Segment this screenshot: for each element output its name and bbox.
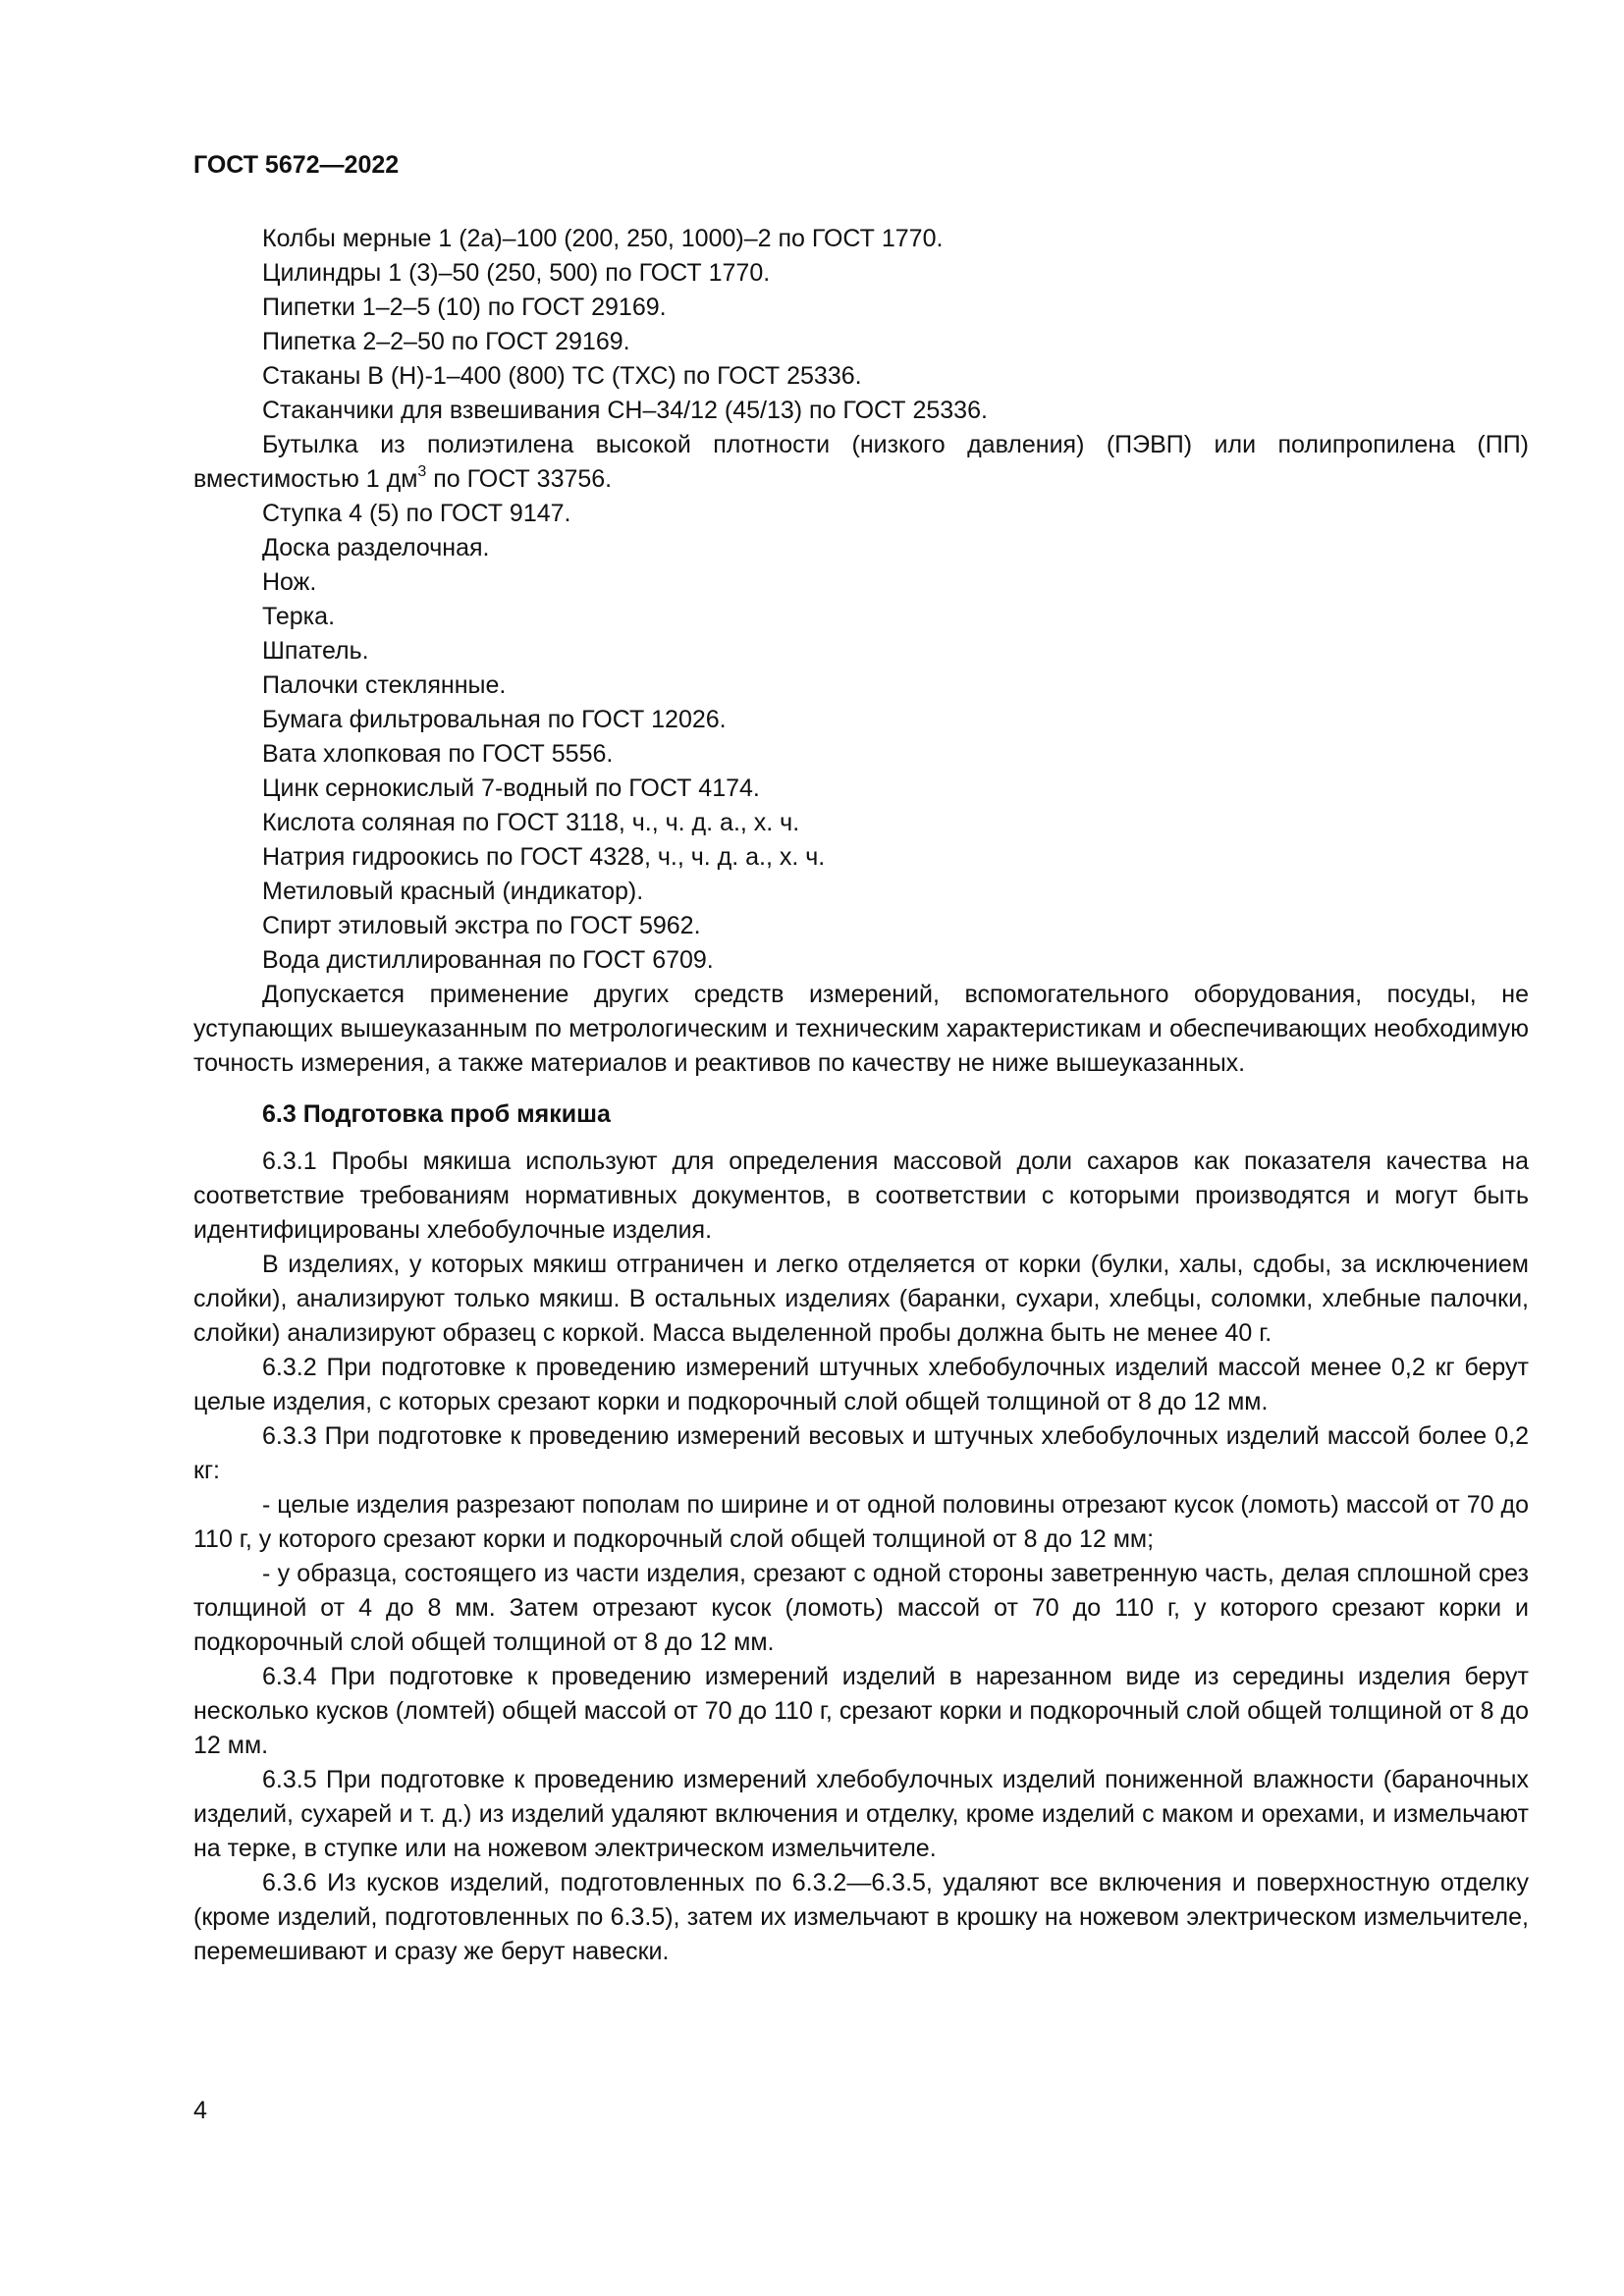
section-paragraph: 6.3.3 При подготовке к проведению измерений весовых и штучных хлебобулочных изделий массой более 0,2 кг: xyxy=(193,1422,1529,1484)
equipment-item: Стаканы В (Н)-1–400 (800) ТС (ТХС) по ГОСТ 25336. xyxy=(262,362,862,390)
equipment-item: Пипетка 2–2–50 по ГОСТ 29169. xyxy=(262,328,630,355)
bottle-text: Бутылка из полиэтилена высокой плотности (низкого давления) (ПЭВП) или полипропилена (ПП) вместимостью 1 дм xyxy=(193,431,1529,493)
equipment-item: Ступка 4 (5) по ГОСТ 9147. xyxy=(262,500,571,527)
equipment-item: Бумага фильтровальная по ГОСТ 12026. xyxy=(262,706,727,733)
equipment-item: Терка. xyxy=(262,603,336,630)
equipment-item: Доска разделочная. xyxy=(262,534,490,561)
equipment-item-bottle xyxy=(193,428,1529,497)
section-paragraph: 6.3.1 Пробы мякиша используют для определения массовой доли сахаров как показателя качества на соответствие требованиям нормативных документов, в соответствии с которыми производятся и могут быть идентифицированы хлебобулочные изделия. xyxy=(193,1148,1529,1244)
equipment-item: Кислота соляная по ГОСТ 3118, ч., ч. д. а., х. ч. xyxy=(262,809,800,836)
section-paragraph: - у образца, состоящего из части изделия, срезают с одной стороны заветренную часть, делая сплошной срез толщиной от 4 до 8 мм. Затем отрезают кусок (ломоть) массой от 70 до 110 г, у которого срезают корки и подкорочный слой общей толщиной от 8 до 12 мм. xyxy=(193,1560,1529,1656)
equipment-item: Метиловый красный (индикатор). xyxy=(262,878,644,905)
equipment-item: Вода дистиллированная по ГОСТ 6709. xyxy=(262,946,714,974)
section-paragraph: 6.3.6 Из кусков изделий, подготовленных по 6.3.2—6.3.5, удаляют все включения и поверхностную отделку (кроме изделий, подготовленных по 6.3.5), затем их измельчают в крошку на ножевом электрическом измельчителе, перемешивают и сразу же берут навески. xyxy=(193,1869,1529,1965)
equipment-item: Цинк сернокислый 7-водный по ГОСТ 4174. xyxy=(262,774,760,802)
equipment-item: Спирт этиловый экстра по ГОСТ 5962. xyxy=(262,912,701,939)
equipment-item: Вата хлопковая по ГОСТ 5556. xyxy=(262,740,614,768)
section-heading: 6.3 Подготовка проб мякиша xyxy=(262,1100,611,1128)
equipment-item: Цилиндры 1 (3)–50 (250, 500) по ГОСТ 1770. xyxy=(262,259,771,287)
document-code-header: ГОСТ 5672—2022 xyxy=(193,151,400,179)
section-paragraph: В изделиях, у которых мякиш отграничен и легко отделяется от корки (булки, халы, сдобы, за исключением слойки), анализируют только мякиш. В остальных изделиях (баранки, сухари, хлебцы, соломки, хлебные палочки, слойки) анализируют образец с коркой. Масса выделенной пробы должна быть не менее 40 г. xyxy=(193,1251,1529,1347)
equipment-item: Колбы мерные 1 (2а)–100 (200, 250, 1000)–2 по ГОСТ 1770. xyxy=(262,225,944,252)
allowance-paragraph: Допускается применение других средств измерений, вспомогательного оборудования, посуды, не уступающих вышеуказанным по метрологическим и техническим характеристикам и обеспечивающих необходимую точность измерения, а также материалов и реактивов по качеству не ниже вышеуказанных. xyxy=(193,981,1529,1077)
equipment-item: Шпатель. xyxy=(262,637,369,665)
bottle-text-end: по ГОСТ 33756. xyxy=(426,465,613,493)
section-paragraph: - целые изделия разрезают пополам по ширине и от одной половины отрезают кусок (ломоть) массой от 70 до 110 г, у которого срезают корки и подкорочный слой общей толщиной от 8 до 12 мм; xyxy=(193,1491,1529,1553)
page-number: 4 xyxy=(193,2097,207,2124)
section-paragraph: 6.3.4 При подготовке к проведению измерений изделий в нарезанном виде из середины изделия берут несколько кусков (ломтей) общей массой от 70 до 110 г, срезают корки и подкорочный слой общей толщиной от 8 до 12 мм. xyxy=(193,1663,1529,1759)
equipment-item: Натрия гидроокись по ГОСТ 4328, ч., ч. д. а., х. ч. xyxy=(262,843,826,871)
equipment-item: Палочки стеклянные. xyxy=(262,671,507,699)
equipment-item: Нож. xyxy=(262,568,317,596)
equipment-item: Стаканчики для взвешивания СН–34/12 (45/13) по ГОСТ 25336. xyxy=(262,397,988,424)
unit-superscript: 3 xyxy=(417,462,427,480)
section-paragraph: 6.3.5 При подготовке к проведению измерений хлебобулочных изделий пониженной влажности (бараночных изделий, сухарей и т. д.) из изделий удаляют включения и отделку, кроме изделий с маком и орехами, и измельчают на терке, в ступке или на ножевом электрическом измельчителе. xyxy=(193,1766,1529,1862)
page-body xyxy=(193,222,1529,1969)
equipment-item: Пипетки 1–2–5 (10) по ГОСТ 29169. xyxy=(262,294,667,321)
section-paragraph: 6.3.2 При подготовке к проведению измерений штучных хлебобулочных изделий массой менее 0,2 кг берут целые изделия, с которых срезают корки и подкорочный слой общей толщиной от 8 до 12 мм. xyxy=(193,1354,1529,1415)
